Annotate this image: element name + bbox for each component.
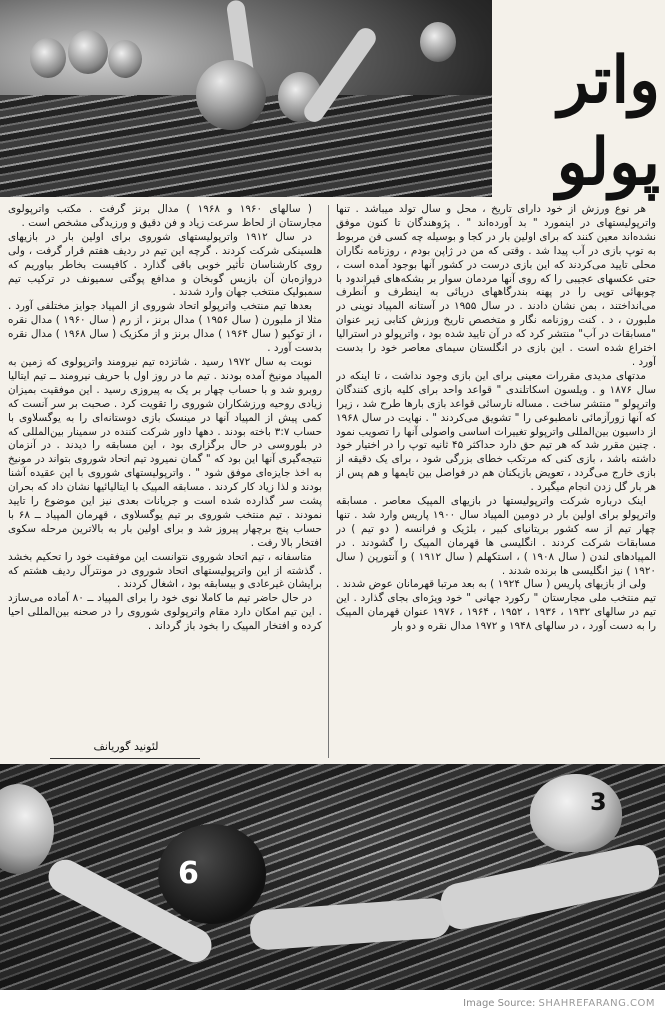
author-signature: لئونید گوریانف xyxy=(93,740,159,753)
title-line-1: واتر xyxy=(558,43,660,118)
paragraph: اینک درباره شرکت واترپولیستها در بازیهای المپیک معاصر . مسابقه واترپولو برای اولین بار در دومین المپیاد سال ۱۹۰۰ پاریس وارد شد . تنها چهار تیم از سه کشور بریتانیای کبیر ، بلژیک و فرانسه ( دو تیم ) در مسابقات شرکت کردند . انگلیسی ها قهرمان المپیک را گشودند . در المپیادهای لندن ( سال ۱۹۰۸ ) ، استکهلم ( سال ۱۹۱۲ ) و آنتورپن ( سال ۱۹۲۰ ) نیز انگلیسی ها برنده شدند . xyxy=(336,495,656,577)
player-head xyxy=(30,38,66,78)
water-polo-ball xyxy=(196,60,266,130)
top-photo-water-polo-players xyxy=(0,0,492,197)
title-line-2: پولو xyxy=(556,125,660,200)
article-column-right xyxy=(336,203,656,758)
credit-site: SHAHREFARANG.COM xyxy=(538,998,655,1009)
paragraph: ( سالهای ۱۹۶۰ و ۱۹۶۸ ) مدال برنز گرفت . مکتب واترپولوی مجارستان از لحاظ سرعت زیاد و فن دقیق و ورزیدگی مشخص است . xyxy=(8,203,322,229)
bottom-photo-swimmers xyxy=(0,764,665,990)
paragraph: در حال حاضر تیم ما کاملا نوی خود را برای المپیاد ــ ۸۰ آماده می‌سازد . این تیم امکان دارد مقام واترپولوی شوروی را در صحنه بین‌المللی احیا کرده و افتخار المپیک را بخود باز گرداند . xyxy=(8,592,322,633)
credit-label: Image Source: xyxy=(463,998,536,1009)
paragraph: در سال ۱۹۱۲ واترپولیستهای شوروی برای اولین بار در بازیهای هلسینکی شرکت کردند . گرچه این تیم در ردیف هفتم قرار گرفت ، ولی روی کارشناسان تأثیر خوبی باقی گذارد . کافیست بخاطر بیاوریم که دروازه‌بان آن بازیس گوبخان و مدافع پوگتی سمیونف در ترکیب تیم سمبولیک منتخب جهان وارد شدند . xyxy=(8,230,322,299)
paragraph: هر نوع ورزش از خود دارای تاریخ ، محل و سال تولد میباشد . تنها واترپولیستهای در اینمورد " بد آورده‌اند " . پژوهندگان تا کنون موفق نشده‌اند معین کنند که برای اولین بار در کجا و بوسیله چه کسی فن مربوط به توپ بازی در آب پیدا شد . وقتی که من در ژاپن بودم ، روزنامه نگاران محلی تایید می‌کردند که این بازی درست در کشور آنها بوجود آمده است ، حتی عکسهای عجیبی را که روی آنها مردمان سوار بر بشکه‌های قیراندود با چوبهائی توپی را در پهنه بندرگاههای دریائی به اینطرف و آنطرف می‌انداختند ، بمن نشان دادند . در سال ۱۹۵۵ در آستانه المپیاد نوینی در ملبورن ، د . کنت روزنامه نگار و متخصص تاریخ ورزش کتابی زیر عنوان "مسابقات در آب" منتشر کرد که در آن تایید شده بود ، واترپولو در استرالیا اختراع شده است . این بازی در انگلستان سیمای معاصر خود را بدست آورد . xyxy=(336,203,656,368)
image-source-credit xyxy=(463,998,655,1009)
paragraph: ولی از بازیهای پاریس ( سال ۱۹۲۴ ) به بعد مرتبا قهرمانان عوض شدند . تیم منتخب ملی مجارستان " رکورد جهانی " خود ویژه‌ای بجای گذارد . این تیم در سالهای ۱۹۳۲ ، ۱۹۳۶ ، ۱۹۵۲ ، ۱۹۶۴ ، ۱۹۷۶ عنوان قهرمان المپیک را به دست آورد ، در سالهای ۱۹۴۸ و ۱۹۷۲ مدال نقره و دو بار xyxy=(336,578,656,633)
swimmer-cap-light xyxy=(530,774,622,852)
article-title xyxy=(496,40,660,204)
paragraph: نوبت به سال ۱۹۷۲ رسید . شاتزده تیم نیرومند واترپولوی که زمین به المپیاد مونیخ آمده بودند . تیم ما در روز اول با حریف نیرومند ــ تیم ایتالیا روبرو شد و با حساب چهار بر یک به پیروزی رسید . این موفقیت بمیزان زیادی روحیه ورزشکاران شوروی را تقویت کرد . صحبت بر سر آنست که کمی پیش از المپیاد آنها در مینسک بازی دوستانه‌ای را به یوگسلاوی با حساب ۳:۷ باخته بودند . دهها داور شرکت کننده در سمینار بین‌المللی که در بلوروسی در حال برگزاری بود ، این مسابقه را دیدند . در آنزمان نتیجه‌گیری آنها این بود که " گمان نمیرود تیم اتحاد شوروی بتواند در مونیخ به اخذ جایزه‌ای موفق شود " . واترپولیستهای شوروی با این عقیده آشنا بودند و لذا زیاد کار کردند . مسابقه المپیک با ایتالیائیها نشان داد که بحران پشت سر گذارده شده است و جریانات بعدی نیز این موضوع را تایید نمودند . تیم منتخب شوروی بر تیم یوگسلاوی ، قهرمان المپیاد ــ ۶۸ با حساب پنج برچهار پیروز شد و برای اولین بار به بالاترین مرحله سکوی افتخار بالا رفت . xyxy=(8,355,322,549)
cap-number: 3 xyxy=(590,788,607,816)
cap-number: 6 xyxy=(178,856,199,891)
paragraph: مدتهای مدیدی مقررات معینی برای این بازی وجود نداشت ، تا اینکه در سال ۱۸۷۶ و . ویلسون اسکاتلندی " قواعد واحد برای کلیه بازی کنندگان واترپولو " منتشر ساخت . مساله نارسائی قواعد بازی بارها طرح شد ، زیرا که آنها زورآزمائی نامطبوعی را " تشویق می‌کردند " . نهایت در سال ۱۹۶۸ از داسیون بین‌المللی واترپولو تغییرات اساسی واصولی آنها را تصویب نمود . چنین مقرر شد که هر تیم حق دارد حداکثر ۴۵ ثانیه توپ را در اختیار خود داشته باشد ، بازی کنی که مرتکب خطای بزرگی شود ، برای یک دقیقه از بازی خارج می‌گردد ، تعویض بازیکنان هم در فواصل بین تایمها و هم پس از هر بار گل زدن انجام میگیرد . xyxy=(336,369,656,494)
paragraph: متاسفانه ، تیم اتحاد شوروی نتوانست این موفقیت خود را تحکیم بخشد . گذشته از این واترپولیستهای اتحاد شوروی در مونترآل ردیف هشتم که برایشان غیرعادی و بیسابقه بود ، اشغال کردند . xyxy=(8,550,322,591)
player-head xyxy=(68,30,108,74)
paragraph: بعدها تیم منتخب واترپولو اتحاد شوروی از المپیاد جوایز مختلفی آورد . مثلا از ملبورن ( سال ۱۹۵۶ ) مدال برنز ، از رم ( سال ۱۹۶۰ ) مدال نقره ، از توکیو ( سال ۱۹۶۴ ) مدال برنز و از مکزیک ( سال ۱۹۶۸ ) مدال نقره بدست آورد . xyxy=(8,300,322,355)
author-underline xyxy=(50,758,200,759)
swimmer-cap-dark xyxy=(158,824,266,924)
article-column-left xyxy=(8,203,322,725)
player-head xyxy=(420,22,456,62)
player-head xyxy=(108,40,142,78)
column-divider xyxy=(328,205,329,758)
